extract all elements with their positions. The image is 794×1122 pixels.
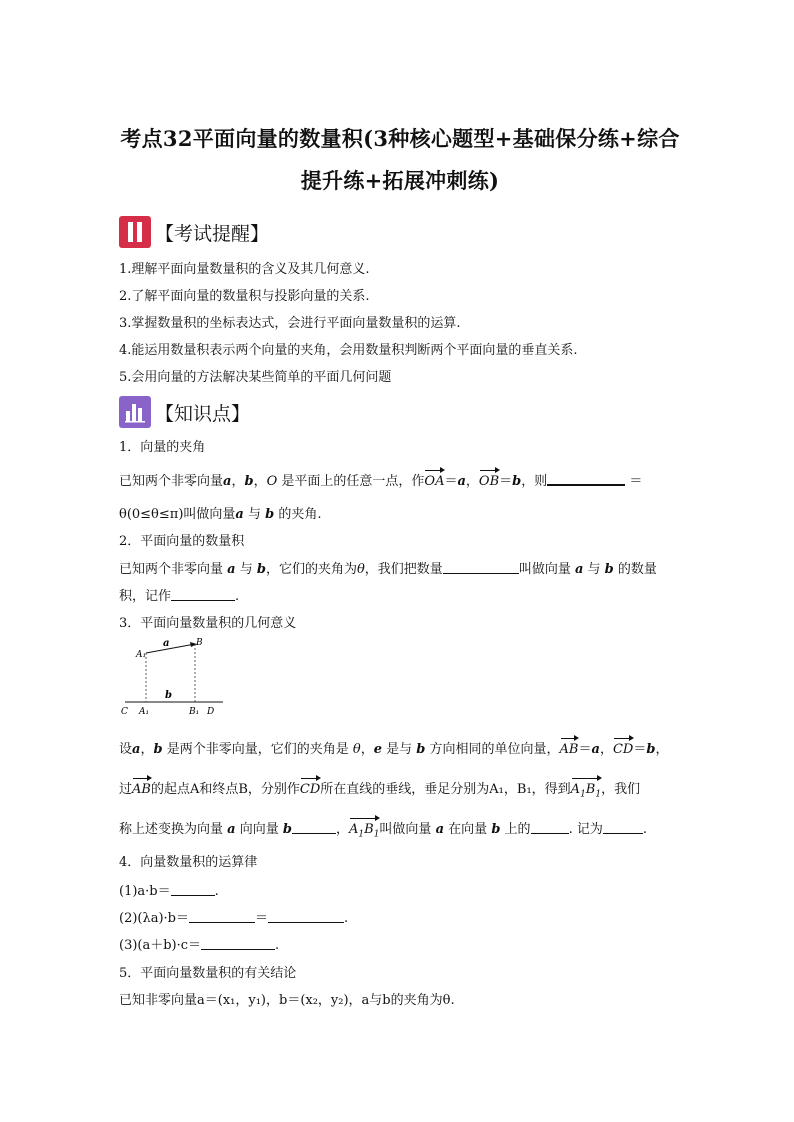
fig-label-vec-b: b [165,690,172,701]
s3-title: 3．平面向量数量积的几何意义 [119,616,297,631]
blank-law3[interactable] [201,937,275,950]
title-line-1: 考点32平面向量的数量积(3种核心题型+基础保分练+综合 [120,126,680,151]
blank-notation[interactable] [171,588,235,601]
blank-law1[interactable] [171,883,215,896]
fig-label-vec-a: a [163,638,170,649]
exam-item-5: 5.会用向量的方法解决某些简单的平面几何问题 [119,370,392,385]
s4-law-1: (1)a·b＝ . [119,884,219,899]
fig-label-a1-top: A₁ [136,650,147,660]
exam-item-4: 4.能运用数量积表示两个向量的夹角，会用数量积判断两个平面向量的垂直关系. [119,343,578,358]
pause-icon [119,216,151,248]
s1-paragraph-line1: 已知两个非零向量a，b，O 是平面上的任意一点，作OA＝a，OB＝b，则 ＝ [119,474,643,489]
s4-title: 4．向量数量积的运算律 [119,855,258,870]
exam-item-1: 1.理解平面向量数量积的含义及其几何意义. [119,262,370,277]
exam-reminder-heading: 【考试提醒】 [119,215,269,249]
blank-dot-product-def[interactable] [443,561,519,574]
fig-label-d: D [207,707,215,717]
projection-figure [119,632,229,720]
s1-paragraph-line2: θ(0≤θ≤π)叫做向量a 与 b 的夹角. [119,507,322,522]
s4-law-2: (2)(λa)·b＝ ＝ . [119,911,349,926]
fig-label-c: C [121,707,128,717]
blank-projection-vector[interactable] [531,821,569,834]
s2-title: 2．平面向量的数量积 [119,534,245,549]
s5-paragraph: 已知非零向量a＝(x₁，y₁)，b＝(x₂，y₂)，a与b的夹角为θ. [119,993,455,1008]
s2-paragraph-line2: 积，记作 . [119,589,240,604]
fig-label-b: B [196,638,203,648]
s5-title: 5．平面向量数量积的有关结论 [119,966,297,981]
exam-item-2: 2.了解平面向量的数量积与投影向量的关系. [119,289,370,304]
fig-label-a1: A₁ [139,707,150,717]
blank-projection-notation[interactable] [603,821,643,834]
blank-law2-b[interactable] [268,910,344,923]
s3-paragraph-line2: 过AB的起点A和终点B，分别作CD所在直线的垂线，垂足分别为A₁，B₁，得到$A_1B_1$，我们 [119,782,641,800]
exam-item-3: 3.掌握数量积的坐标表达式，会进行平面向量数量积的运算. [119,316,461,331]
s1-title: 1．向量的夹角 [119,440,206,455]
blank-law2-a[interactable] [189,910,255,923]
s2-paragraph-line1: 已知两个非零向量 a 与 b，它们的夹角为θ，我们把数量 叫做向量 a 与 b 的数量 [119,562,657,577]
s3-paragraph-line3: 称上述变换为向量 a 向向量 b ，$A_1B_1$叫做向量 a 在向量 b 上的 . 记为 . [119,822,647,840]
title-line-2: 提升练+拓展冲刺练) [300,168,500,193]
blank-projection[interactable] [292,821,336,834]
blank-angle[interactable] [547,472,625,486]
fig-label-b1: B₁ [189,707,200,717]
s4-law-3: (3)(a＋b)·c＝ . [119,938,280,953]
s3-paragraph-line1: 设a，b 是两个非零向量，它们的夹角是 θ，e 是与 b 方向相同的单位向量，AB＝a，CD＝b， [119,742,669,757]
bar-chart-icon [119,396,151,428]
knowledge-heading: 【知识点】 [119,395,250,429]
document-title [110,118,690,202]
